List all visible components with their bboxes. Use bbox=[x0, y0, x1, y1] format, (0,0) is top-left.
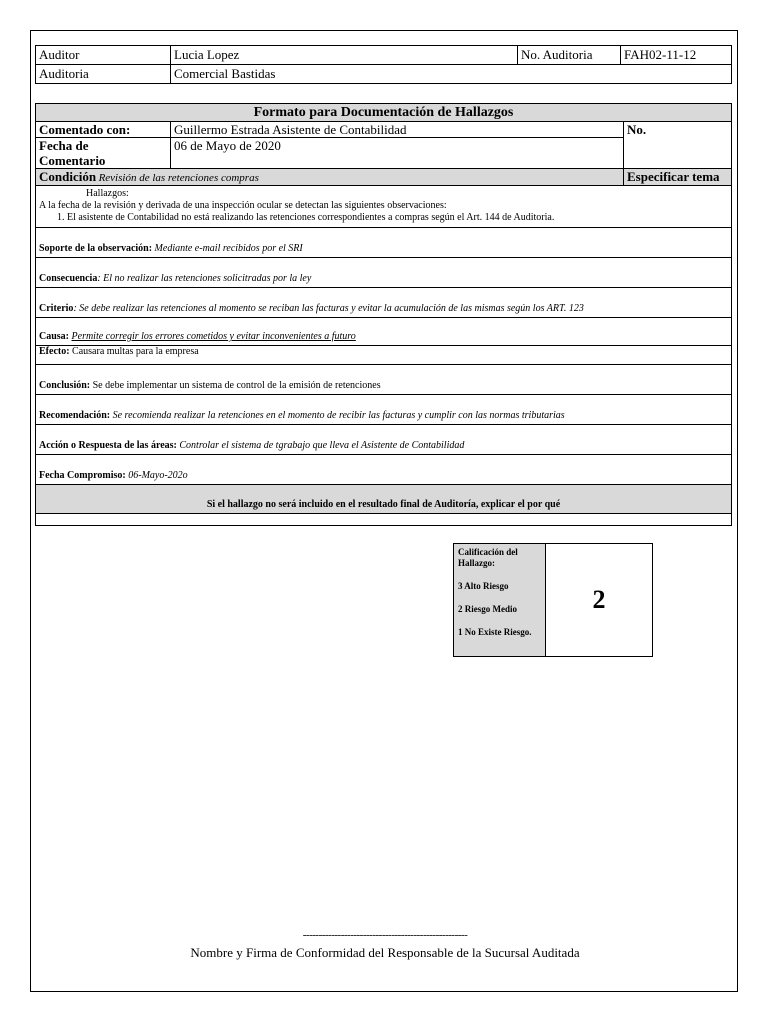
rating-alto: 3 Alto Riesgo bbox=[458, 581, 509, 591]
rating-value: 2 bbox=[546, 544, 653, 657]
comentado-value: Guillermo Estrada Asistente de Contabilidad bbox=[171, 122, 624, 138]
blank-row bbox=[36, 514, 732, 526]
comentado-label: Comentado con: bbox=[36, 122, 171, 138]
fecha-label-line-2: Comentario bbox=[39, 153, 106, 168]
rating-title: Calificación del Hallazgo: bbox=[458, 547, 518, 568]
criterio-label: Criterio bbox=[39, 303, 74, 314]
hallazgos-item: 1. El asistente de Contabilidad no está realizando las retenciones correspondientes a compras según el Art. 144 de Auditoria. bbox=[57, 212, 555, 223]
auditor-value: Lucia Lopez bbox=[171, 46, 518, 65]
efecto-label: Efecto: bbox=[39, 346, 70, 357]
criterio-row bbox=[36, 288, 732, 318]
fecha-label-line-1: Fecha de bbox=[39, 138, 89, 153]
audit-no-value: FAH02-11-12 bbox=[621, 46, 732, 65]
signature-text: Nombre y Firma de Conformidad del Responsable de la Sucursal Auditada bbox=[190, 945, 580, 960]
fecha-compromiso-value: 06-Mayo-202o bbox=[128, 470, 188, 481]
efecto-row bbox=[36, 346, 732, 365]
accion-value: Controlar el sistema de tgrabajo que lleva el Asistente de Contabilidad bbox=[179, 440, 465, 451]
hallazgos-label: Hallazgos: bbox=[86, 188, 129, 199]
soporte-label: Soporte de la observación: bbox=[39, 243, 153, 254]
signature-line: ---------------------------------------------------- bbox=[302, 929, 468, 941]
rating-no-existe: 1 No Existe Riesgo. bbox=[458, 627, 532, 637]
document-page bbox=[30, 30, 738, 992]
condicion-row bbox=[36, 169, 624, 186]
conclusion-row bbox=[36, 365, 732, 395]
recomendacion-label: Recomendación: bbox=[39, 410, 111, 421]
efecto-value: Causara multas para la empresa bbox=[72, 346, 199, 357]
si-hallazgo-note: Si el hallazgo no será incluido en el resultado final de Auditoría, explicar el por qué bbox=[36, 485, 732, 514]
recomendacion-row bbox=[36, 395, 732, 425]
auditor-label: Auditor bbox=[36, 46, 171, 65]
consecuencia-label: Consecuencia bbox=[39, 273, 98, 284]
audit-no-label: No. Auditoria bbox=[518, 46, 621, 65]
condicion-value: Revisión de las retenciones compras bbox=[98, 172, 259, 184]
hallazgos-intro: A la fecha de la revisión y derivada de una inspección ocular se detectan las siguientes observaciones: bbox=[39, 200, 447, 211]
conclusion-value: Se debe implementar un sistema de control de la emisión de retenciones bbox=[92, 380, 381, 391]
criterio-value: : Se debe realizar las retenciones al momento se reciban las facturas y evitar la acumulación de las mismas según los ART. 123 bbox=[73, 303, 584, 314]
consecuencia-row bbox=[36, 258, 732, 288]
form-title: Formato para Documentación de Hallazgos bbox=[36, 104, 732, 122]
hallazgos-cell bbox=[36, 186, 732, 228]
fecha-compromiso-label: Fecha Compromiso: bbox=[39, 470, 126, 481]
causa-row bbox=[36, 318, 732, 346]
rating-legend bbox=[454, 544, 546, 657]
soporte-value: Mediante e-mail recibidos por el SRI bbox=[154, 243, 303, 254]
consecuencia-value: : El no realizar las retenciones solicitradas por la ley bbox=[97, 273, 312, 284]
accion-row bbox=[36, 425, 732, 455]
causa-label: Causa: bbox=[39, 331, 70, 342]
fecha-value: 06 de Mayo de 2020 bbox=[171, 138, 624, 169]
condicion-label: Condición bbox=[39, 169, 97, 184]
fecha-compromiso-row bbox=[36, 455, 732, 485]
fecha-label bbox=[36, 138, 171, 169]
auditoria-value: Comercial Bastidas bbox=[171, 65, 732, 84]
findings-table bbox=[35, 103, 732, 526]
header-table bbox=[35, 45, 732, 84]
rating-box bbox=[453, 543, 653, 657]
auditoria-label: Auditoria bbox=[36, 65, 171, 84]
rating-medio: 2 Riesgo Medio bbox=[458, 604, 517, 614]
accion-label: Acción o Respuesta de las áreas: bbox=[39, 440, 177, 451]
recomendacion-value: Se recomienda realizar la retenciones en el momento de recibir las facturas y cumplir con las normas tributarias bbox=[112, 410, 565, 421]
soporte-row bbox=[36, 228, 732, 258]
causa-value: Permite corregir los errores cometidos y evitar inconvenientes a futuro bbox=[71, 331, 356, 342]
especificar-tema-label: Especificar tema bbox=[624, 169, 732, 186]
conclusion-label: Conclusión: bbox=[39, 380, 91, 391]
no-label: No. bbox=[624, 122, 732, 169]
